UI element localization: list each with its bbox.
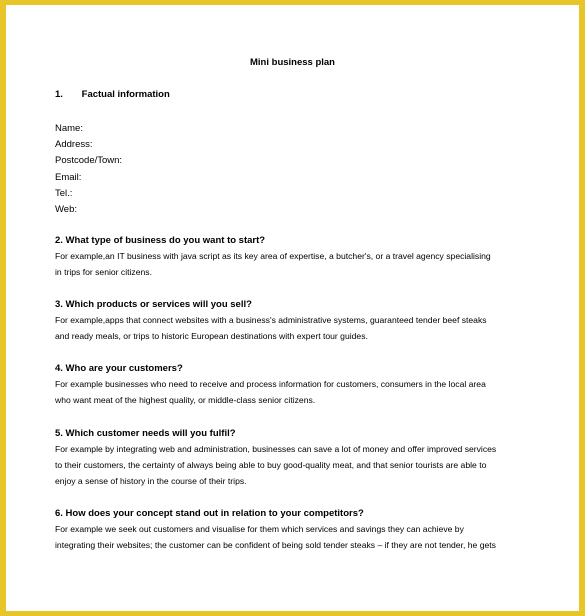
section-number: 1. <box>55 89 63 100</box>
question-body <box>55 248 555 280</box>
factual-fields-list <box>55 121 122 218</box>
body-line: integrating their websites; the customer can be confident of being sold tender steaks – if they are not tender, he gets <box>55 540 496 550</box>
question-heading: 2. What type of business do you want to start? <box>55 235 266 246</box>
question-heading: 5. Which customer needs will you fulfil? <box>55 428 236 439</box>
body-line: For example we seek out customers and visualise for them which services and savings they can achieve by <box>55 524 464 534</box>
question-body <box>55 441 555 489</box>
question-body <box>55 376 555 408</box>
section-title: Factual information <box>81 89 170 100</box>
question-6 <box>55 507 555 553</box>
body-line: For example,apps that connect websites with a business's administrative systems, guaranteed tender beef steaks <box>55 315 487 325</box>
section-factual-information <box>55 89 170 100</box>
question-body <box>55 312 555 344</box>
question-body <box>55 521 555 553</box>
question-2 <box>55 234 555 280</box>
document-page <box>6 5 579 611</box>
body-line: to their customers, the certainty of always being able to buy good-quality meat, and that senior tourists are able to <box>55 460 487 470</box>
field-name-label: Name: <box>55 123 83 134</box>
question-3 <box>55 298 555 344</box>
question-heading: 6. How does your concept stand out in relation to your competitors? <box>55 508 364 519</box>
question-heading: 4. Who are your customers? <box>55 363 183 374</box>
document-title: Mini business plan <box>250 57 335 68</box>
question-heading: 3. Which products or services will you sell? <box>55 299 252 310</box>
body-line: in trips for senior citizens. <box>55 267 152 277</box>
field-web-label: Web: <box>55 204 78 216</box>
body-line: For example by integrating web and administration, businesses can save a lot of money and offer improved services <box>55 444 497 454</box>
field-address-label: Address: <box>55 139 93 151</box>
field-postcode-town-label: Postcode/Town: <box>55 155 123 167</box>
body-line: and ready meals, or trips to historic European destinations with expert tour guides. <box>55 331 368 341</box>
body-line: For example businesses who need to receive and process information for customers, consumers in the local area <box>55 379 486 389</box>
field-email-label: Email: <box>55 171 82 183</box>
body-line: enjoy a sense of history in the course of their trips. <box>55 476 247 486</box>
body-line: For example,an IT business with java script as its key area of expertise, a butcher's, or a travel agency specialising <box>55 251 491 261</box>
question-4 <box>55 362 555 408</box>
question-5 <box>55 427 555 489</box>
body-line: who want meat of the highest quality, or middle-class senior citizens. <box>55 395 316 405</box>
field-tel-label: Tel.: <box>55 187 73 199</box>
